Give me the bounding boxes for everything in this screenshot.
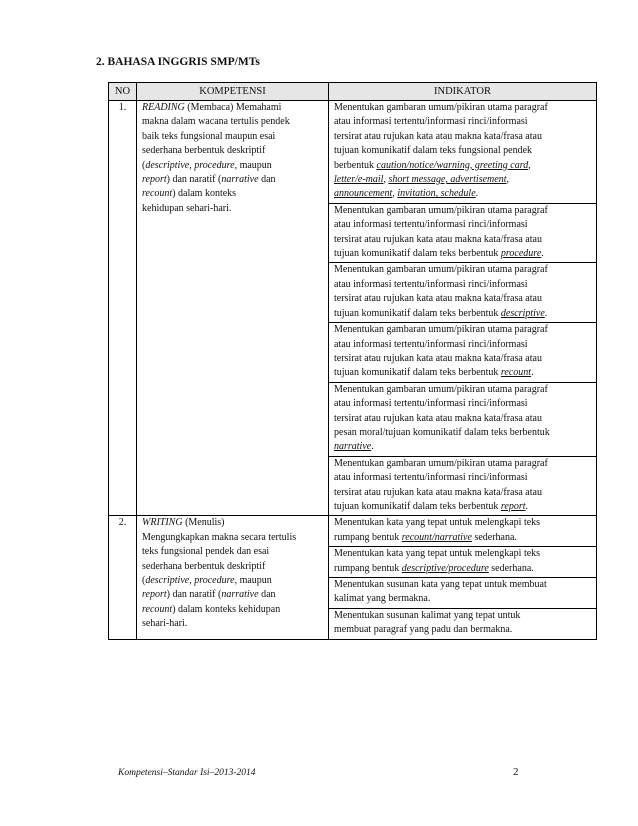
table-row [109,516,597,547]
header-indikator: INDIKATOR [329,83,597,101]
indikator-cell: Menentukan gambaran umum/pikiran utama paragraf atau informasi tertentu/informasi rinci/informasi tersirat atau rujukan kata atau makna kata/frasa atau tujuan komunikatif dalam teks berbentuk recount. [329,323,597,383]
competency-table [108,82,597,640]
footer-text: Kompetensi–Standar Isi–2013-2014 [118,768,256,778]
indikator-cell: Menentukan gambaran umum/pikiran utama paragraf atau informasi tertentu/informasi rinci/informasi tersirat atau rujukan kata atau makna kata/frasa atau tujuan komunikatif dalam teks berbentuk report. [329,456,597,516]
indikator-cell: Menentukan gambaran umum/pikiran utama paragraf atau informasi tertentu/informasi rinci/informasi tersirat atau rujukan kata atau makna kata/frasa atau pesan moral/tujuan komunikatif dalam teks berbentuk narrative. [329,382,597,456]
indikator-cell: Menentukan susunan kalimat yang tepat untuk membuat paragraf yang padu dan bermakna. [329,608,597,639]
kompetensi-cell: READING (Membaca) Memahami makna dalam wacana tertulis pendek baik teks fungsional maupun esai sederhana berbentuk deskriptif (descriptive, procedure, maupun report) dan naratif (narrative dan recount) dalam konteks kehidupan sehari-hari. [137,101,329,516]
table-row [109,101,597,204]
indikator-cell: Menentukan kata yang tepat untuk melengkapi teks rumpang bentuk descriptive/procedure sederhana. [329,547,597,578]
indikator-cell: Menentukan gambaran umum/pikiran utama paragraf atau informasi tertentu/informasi rinci/informasi tersirat atau rujukan kata atau makna kata/frasa atau tujuan komunikatif dalam teks berbentuk procedure. [329,203,597,263]
page-title: 2. BAHASA INGGRIS SMP/MTs [96,56,260,68]
indikator-cell: Menentukan susunan kata yang tepat untuk membuat kalimat yang bermakna. [329,578,597,609]
skill-translation: (Membaca) [187,102,234,113]
skill-translation: (Menulis) [185,517,225,529]
kompetensi-cell: WRITING (Menulis) Mengungkapkan makna secara tertulis teks fungsional pendek dan esai sederhana berbentuk deskriptif (descriptive, procedure, maupun report) dan naratif (narrative dan recount) dalam konteks kehidupan sehari-hari. [137,516,329,639]
table-header-row [109,83,597,101]
header-kompetensi: KOMPETENSI [137,83,329,101]
skill-name: READING [142,102,185,113]
row-number: 2. [109,516,137,639]
indikator-cell: Menentukan gambaran umum/pikiran utama paragraf atau informasi tertentu/informasi rinci/informasi tersirat atau rujukan kata atau makna kata/frasa atau tujuan komunikatif dalam teks fungsional pendek berbentuk caution/notice/warning, greeting card, letter/e-mail, short message, advertisement, announcement, invitation, schedule. [329,101,597,204]
skill-name: WRITING [142,517,183,529]
header-no: NO [109,83,137,101]
page-number: 2 [513,766,519,778]
indikator-cell: Menentukan gambaran umum/pikiran utama paragraf atau informasi tertentu/informasi rinci/informasi tersirat atau rujukan kata atau makna kata/frasa atau tujuan komunikatif dalam teks berbentuk descriptive. [329,263,597,323]
indikator-cell: Menentukan kata yang tepat untuk melengkapi teks rumpang bentuk recount/narrative sederhana. [329,516,597,547]
row-number: 1. [109,101,137,516]
